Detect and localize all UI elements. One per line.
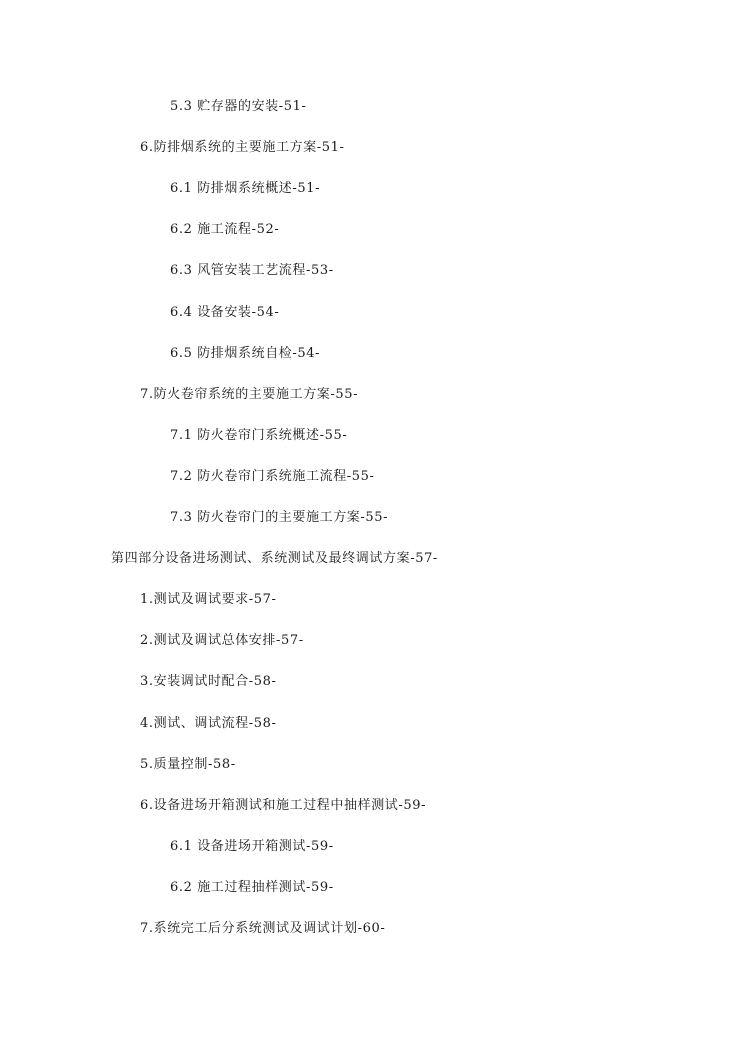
toc-entry[interactable]: 6.1 防排烟系统概述-51- xyxy=(170,181,321,196)
toc-entry[interactable]: 2.测试及调试总体安排-57- xyxy=(140,633,304,648)
toc-entry[interactable]: 4.测试、调试流程-58- xyxy=(140,716,277,731)
toc-entry[interactable]: 6.2 施工过程抽样测试-59- xyxy=(170,880,334,895)
toc-entry[interactable]: 1.测试及调试要求-57- xyxy=(140,592,277,607)
toc-entry[interactable]: 6.防排烟系统的主要施工方案-51- xyxy=(140,140,345,155)
toc-entry[interactable]: 6.设备进场开箱测试和施工过程中抽样测试-59- xyxy=(140,798,427,813)
toc-entry[interactable]: 第四部分设备进场测试、系统测试及最终调试方案-57- xyxy=(111,551,438,566)
toc-entry[interactable]: 6.2 施工流程-52- xyxy=(170,222,280,237)
toc-entry[interactable]: 7.系统完工后分系统测试及调试计划-60- xyxy=(140,921,386,936)
toc-entry[interactable]: 6.3 风管安装工艺流程-53- xyxy=(170,263,334,278)
toc-entry[interactable]: 6.4 设备安装-54- xyxy=(170,305,280,320)
toc-entry[interactable]: 7.3 防火卷帘门的主要施工方案-55- xyxy=(170,510,389,525)
toc-entry[interactable]: 5.质量控制-58- xyxy=(140,757,236,772)
toc-entry[interactable]: 3.安装调试时配合-58- xyxy=(140,674,277,689)
toc-entry[interactable]: 7.防火卷帘系统的主要施工方案-55- xyxy=(140,387,359,402)
toc-entry[interactable]: 6.5 防排烟系统自检-54- xyxy=(170,346,321,361)
toc-entry[interactable]: 7.1 防火卷帘门系统概述-55- xyxy=(170,428,348,443)
toc-entry[interactable]: 5.3 贮存器的安装-51- xyxy=(170,99,307,114)
toc-entry[interactable]: 7.2 防火卷帘门系统施工流程-55- xyxy=(170,469,375,484)
toc-entry[interactable]: 6.1 设备进场开箱测试-59- xyxy=(170,839,334,854)
